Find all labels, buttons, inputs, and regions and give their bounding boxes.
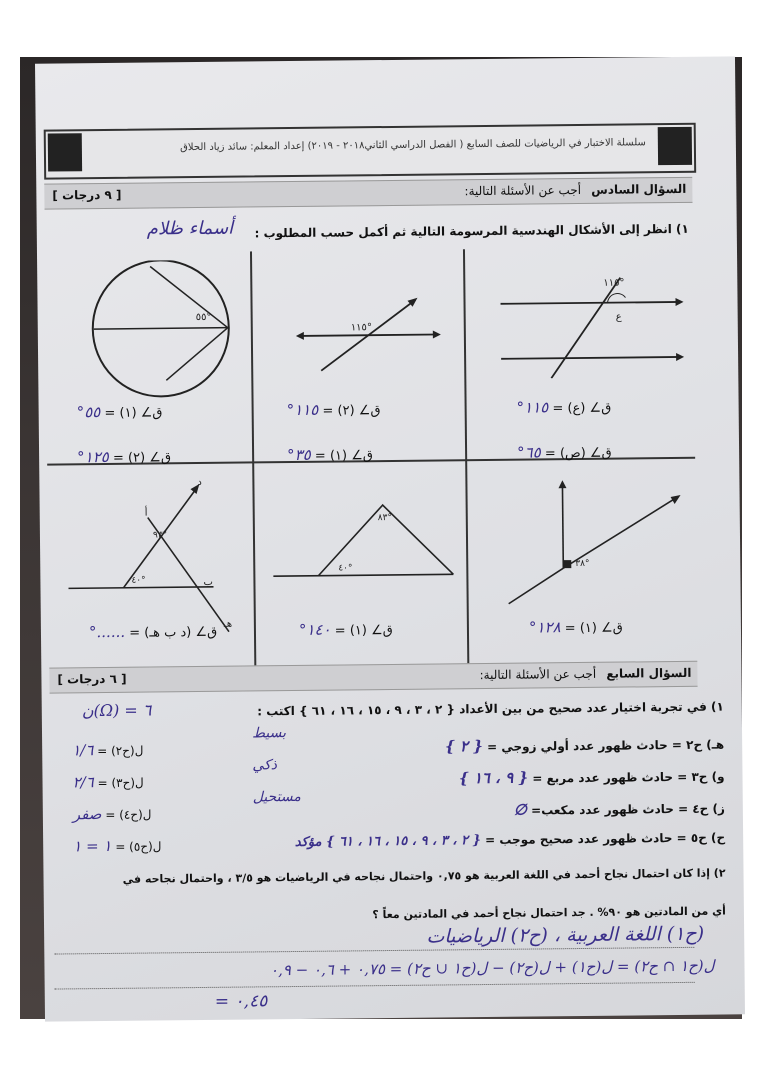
- svg-text:هـ: هـ: [223, 618, 233, 630]
- event-item-3: ز) ح٤ = حادث ظهور عدد مكعب= ∅: [513, 800, 725, 819]
- handwritten-events: (ح١) اللغة العربية ، (ح٢) الرياضيات: [426, 922, 705, 948]
- answer-r1c2a: ق∠ (٢) = ١١٥°: [286, 400, 381, 420]
- header-right-block: [658, 127, 692, 165]
- figure-right-angle: [502, 477, 683, 609]
- svg-text:أ: أ: [144, 507, 148, 519]
- event-prob-2: ل(ح٣) = ٢/٦: [72, 773, 144, 792]
- event-prob-4: ل(ح٥) = ١ = ١: [73, 836, 162, 856]
- figure-triangle: [267, 489, 458, 601]
- svg-text:د: د: [197, 476, 202, 489]
- event-prob-3: ل(ح٤) = صفر: [72, 805, 152, 824]
- event-item-4: ح) ح٥ = حادث ظهور عدد صحيح موجب = { ٢ ، ٣ ، ٩ ، ١٥ ، ١٦ ، ٦١ } مؤكد: [294, 830, 726, 851]
- worksheet-header: [44, 123, 696, 180]
- question-7-marks: [ ٦ درجات ]: [57, 671, 127, 687]
- svg-text:٤٠°: ٤٠°: [131, 575, 146, 586]
- question-6-title: السؤال السادس: [591, 181, 687, 197]
- answer-r1c3a: ق∠ (١) = ٥٥°: [76, 403, 163, 422]
- figure-parallel-point: ع: [615, 311, 622, 323]
- handwritten-formula: ل(ح١ ∩ ح٢) = ل(ح١) + ل(ح٢) − ل(ح١ ∪ ح٢) = ٠,٧٥ + ٠,٦ − ٠,٩: [269, 956, 715, 980]
- question-6-subtitle: أجب عن الأسئلة التالية:: [464, 182, 582, 199]
- figures-grid: [45, 247, 697, 674]
- answer-r2c3: ق∠ (د ب هـ) = ......°: [88, 622, 218, 642]
- question-7-bar: [49, 661, 697, 694]
- event-item-1: هـ) ح٢ = حادث ظهور عدد أولي زوجي = { ٢ }: [444, 737, 725, 756]
- svg-text:٣٨°: ٣٨°: [575, 558, 590, 570]
- svg-text:٤٠°: ٤٠°: [338, 563, 353, 574]
- handwritten-name: أسماء ظلام: [146, 217, 234, 240]
- question-7-subtitle: أجب عن الأسئلة التالية:: [479, 666, 597, 683]
- event-prob-1: ل(ح٢) = ١/٦: [72, 741, 144, 760]
- question-6-marks: [ ٩ درجات ]: [52, 187, 122, 203]
- question-7-part1: ١) في تجربة اختيار عدد صحيح من بين الأعداد { ٢ ، ٣ ، ٩ ، ١٥ ، ١٦ ، ٦١ } اكتب :: [257, 699, 724, 719]
- figure-intersect-angle: ١١٥°: [350, 322, 372, 334]
- question-7-part2-line2: أي من المادتين هو ٩٠% . جد احتمال نجاح أحمد في المادتين معاً ؟: [372, 904, 726, 922]
- question-7-title: السؤال السابع: [606, 665, 692, 681]
- answer-r1c1b: ق∠ (ص) = ٦٥°: [517, 443, 612, 462]
- svg-text:ب: ب: [203, 576, 213, 588]
- question-7-part2-line1: ٢) إذا كان احتمال نجاح أحمد في اللغة العربية هو ٠,٧٥ واحتمال نجاحه في الرياضيات هو ٣/٥ ، واحتمال نجاحه في: [122, 866, 726, 886]
- svg-text:٨٣°: ٨٣°: [377, 512, 393, 524]
- figure-parallel-lines: [495, 267, 686, 379]
- figure-intersecting-lines: [295, 294, 446, 386]
- question-6-bar: [44, 177, 692, 210]
- figure-circle-chords: [85, 260, 246, 402]
- figure-parallel-angle: ١١٥°: [603, 277, 625, 289]
- answer-line-1: [54, 947, 694, 955]
- answer-r2c2: ق∠ (١) = ١٤٠°: [298, 620, 393, 639]
- exam-paper: سلسلة الاختبار في الرياضيات للصف السابع ( الفصل الدراسي الثاني٢٠١٨ - ٢٠١٩) إعداد المعلم: سائد زياد الحلاق السؤال السادس أجب عن الأسئلة التالية: [ ٩ درجات ] ١) انظر إلى الأشكال الهندسية المرسومة التالية ثم أكمل حسب المطلوب : أسماء ظلام ٥٥° ١١٥° ١١٥° ع ق∠ (١) = ٥٥° ق∠ (٢) = ١٢٥° ق∠ (٢) = ١١٥° ق∠ (١) = ٣٥° ق∠ (ع) = ١١٥° ق∠ (ص) = ٦٥° ٩٣° ٤٠° د أ ب هـ ٨٣° ٤٠° ٣٨° ق∠ (د ب هـ) = ......° ق∠ (١) = ١٤٠° ق∠ (١) = ١٢٨° السؤال السابع أجب عن الأسئلة التالية: [ ٦ درجات ] ١) في تجربة اختيار عدد صحيح من بين الأعداد { ٢ ، ٣ ، ٩ ، ١٥ ، ١٦ ، ٦١ } اكتب : ن(Ω) = ٦ هـ) ح٢ = حادث ظهور عدد أولي زوجي = { ٢ } بسيط ل(ح٢) = ١/٦ و) ح٣ = حادث ظهور عدد مربع = { ٩ ، ١٦ } ذكي ل(ح٣) = ٢/٦ ز) ح٤ = حادث ظهور عدد مكعب= ∅ مستحيل ل(ح٤) = صفر ح) ح٥ = حادث ظهور عدد صحيح موجب = { ٢ ، ٣ ، ٩ ، ١٥ ، ١٦ ، ٦١ } مؤكد ل(ح٥) = ١ = ١ ٢) إذا كان احتمال نجاح أحمد في اللغة العربية هو ٠,٧٥ واحتمال نجاحه في الرياضيات هو ٣/٥ ، واحتمال نجاحه في أي من المادتين هو ٩٠% . جد احتمال نجاح أحمد في المادتين معاً ؟ (ح١) اللغة العربية ، (ح٢) الرياضيات ل(ح١ ∩ ح٢) = ل(ح١) + ل(ح٢) − ل(ح١ ∪ ح٢) = ٠,٧٥ + ٠,٦ − ٠,٩ = ٠,٤٥: [35, 56, 745, 1021]
- answer-r1c3b: ق∠ (٢) = ١٢٥°: [77, 447, 172, 467]
- event-item-2: و) ح٣ = حادث ظهور عدد مربع = { ٩ ، ١٦ }: [458, 768, 725, 788]
- handwritten-result: = ٠,٤٥: [214, 991, 268, 1012]
- question-6-instruction: ١) انظر إلى الأشكال الهندسية المرسومة التالية ثم أكمل حسب المطلوب :: [254, 221, 689, 241]
- answer-r1c1a: ق∠ (ع) = ١١٥°: [516, 398, 612, 417]
- sample-space-size: ن(Ω) = ٦: [81, 700, 152, 721]
- header-text: سلسلة الاختبار في الرياضيات للصف السابع ( الفصل الدراسي الثاني٢٠١٨ - ٢٠١٩) إعداد المعلم: سائد زياد الحلاق: [180, 137, 646, 154]
- answer-r2c1: ق∠ (١) = ١٢٨°: [528, 618, 623, 637]
- figure-triangle-extended: [62, 476, 249, 638]
- answer-line-2: [55, 982, 695, 990]
- figure-circle-angle: ٥٥°: [195, 311, 212, 324]
- svg-text:٩٣°: ٩٣°: [152, 530, 168, 541]
- header-left-block: [48, 133, 82, 171]
- answer-r1c2b: ق∠ (١) = ٣٥°: [287, 445, 374, 465]
